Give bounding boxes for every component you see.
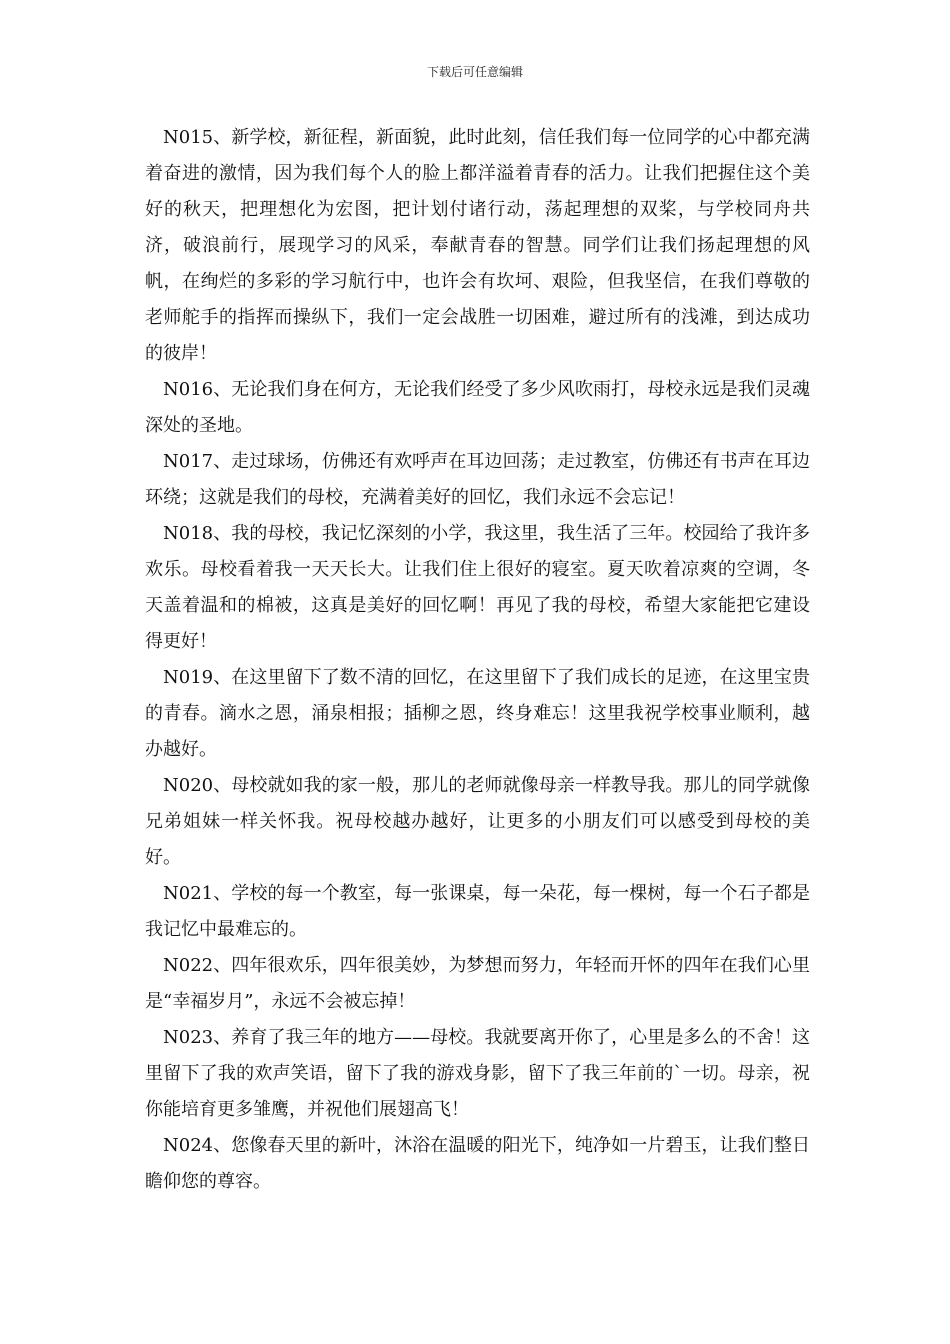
document-body [145,120,810,1200]
paragraph-n023: N023、养育了我三年的地方——母校。我就要离开你了，心里是多么的不舍！这里留下了我的欢声笑语，留下了我的游戏身影，留下了我三年前的`一切。母亲，祝你能培育更多雏鹰，并祝他们展翅高飞！ [145,1027,810,1120]
paragraph-n024: N024、您像春天里的新叶，沐浴在温暖的阳光下，纯净如一片碧玉，让我们整日瞻仰您的尊容。 [145,1135,810,1192]
paragraph-n021: N021、学校的每一个教室，每一张课桌，每一朵花，每一棵树，每一个石子都是我记忆中最难忘的。 [145,883,810,940]
paragraph-n018: N018、我的母校，我记忆深刻的小学，我这里，我生活了三年。校园给了我许多欢乐。母校看着我一天天长大。让我们住上很好的寝室。夏天吹着凉爽的空调，冬天盖着温和的棉被，这真是美好的回忆啊！再见了我的母校，希望大家能把它建设得更好！ [145,523,810,652]
paragraph-n015: N015、新学校，新征程，新面貌，此时此刻，信任我们每一位同学的心中都充满着奋进的激情，因为我们每个人的脸上都洋溢着青春的活力。让我们把握住这个美好的秋天，把理想化为宏图，把计划付诸行动，荡起理想的双桨，与学校同舟共济，破浪前行，展现学习的风采，奉献青春的智慧。同学们让我们扬起理想的风帆，在绚烂的多彩的学习航行中，也许会有坎坷、艰险，但我坚信，在我们尊敬的老师舵手的指挥而操纵下，我们一定会战胜一切困难，避过所有的浅滩，到达成功的彼岸！ [145,127,810,364]
paragraph-n017: N017、走过球场，仿佛还有欢呼声在耳边回荡；走过教室，仿佛还有书声在耳边环绕；这就是我们的母校，充满着美好的回忆，我们永远不会忘记！ [145,451,810,508]
paragraph-n016: N016、无论我们身在何方，无论我们经受了多少风吹雨打，母校永远是我们灵魂深处的圣地。 [145,379,810,436]
paragraph-n020: N020、母校就如我的家一般，那儿的老师就像母亲一样教导我。那儿的同学就像兄弟姐妹一样关怀我。祝母校越办越好，让更多的小朋友们可以感受到母校的美好。 [145,775,810,868]
page-header: 下载后可任意编辑 [426,65,523,79]
paragraph-n022: N022、四年很欢乐，四年很美妙，为梦想而努力，年轻而开怀的四年在我们心里是“幸福岁月”，永远不会被忘掉！ [145,955,810,1012]
paragraph-n019: N019、在这里留下了数不清的回忆，在这里留下了我们成长的足迹，在这里宝贵的青春。滴水之恩，涌泉相报；插柳之恩，终身难忘！这里我祝学校事业顺利，越办越好。 [145,667,810,760]
